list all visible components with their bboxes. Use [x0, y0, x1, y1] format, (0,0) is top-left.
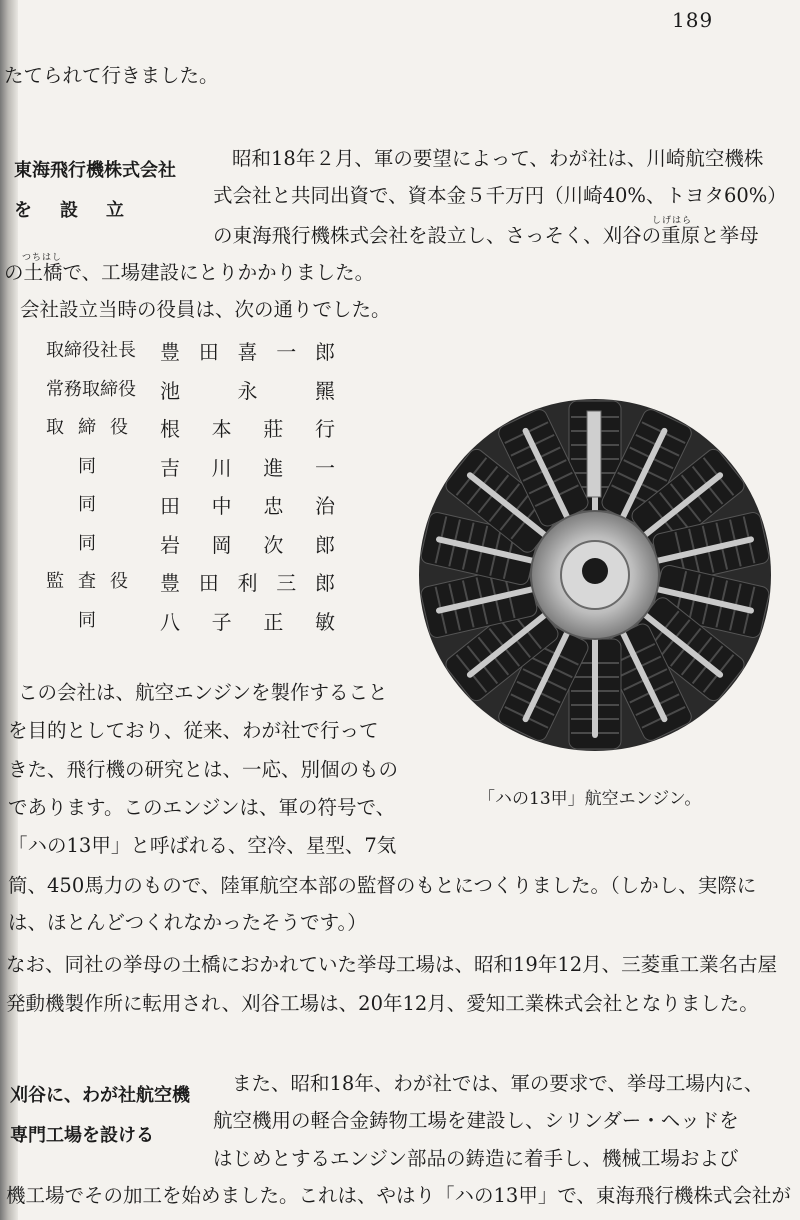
body-line: は、ほとんどつくれなかったそうです。）: [8, 911, 367, 934]
officer-name: 池永羆: [160, 379, 335, 403]
body-line: 筒、450馬力のもので、陸軍航空本部の監督のもとにつくりました。（しかし、実際に: [8, 874, 757, 897]
body-line: はじめとするエンジン部品の鋳造に着手し、機械工場および: [213, 1147, 739, 1170]
body-line: の東海飛行機株式会社を設立し、さっそく、刈谷の重原と挙母: [213, 224, 759, 247]
body-line: きた、飛行機の研究とは、一応、別個のもの: [8, 758, 399, 781]
body-line: 式会社と共同出資で、資本金５千万円（川崎40%、トヨタ60%）: [213, 184, 787, 207]
officer-name: 岩岡次郎: [160, 533, 335, 557]
page-number: 189: [672, 8, 714, 32]
side-heading-kariya-subtitle: 専門工場を設ける: [10, 1125, 154, 1146]
body-line: 会社設立当時の役員は、次の通りでした。: [20, 298, 391, 321]
officer-title: 同: [78, 610, 96, 631]
officer-name: 豊田喜一郎: [160, 340, 335, 364]
side-heading-tokai-subtitle: を設立: [14, 200, 152, 221]
engine-photo: [415, 395, 775, 755]
officer-name: 田中忠治: [160, 494, 335, 518]
officer-name: 根本莊行: [160, 417, 335, 441]
officer-title: 同: [78, 456, 96, 477]
body-line: 「ハの13甲」と呼ばれる、空冷、星型、7気: [8, 834, 397, 857]
officer-title: 常務取締役: [46, 379, 136, 400]
officer-name: 八子正敏: [160, 610, 335, 634]
officer-name: 吉川進一: [160, 456, 335, 480]
body-line: また、昭和18年、わが社では、軍の要求で、挙母工場内に、: [232, 1072, 764, 1095]
ruby-tsuchihashi: つちはし: [22, 253, 63, 263]
officer-title: 取締役社長: [46, 340, 136, 361]
body-line: 昭和18年２月、軍の要望によって、わが社は、川崎航空機株: [232, 147, 764, 170]
engine-top-accessory: [587, 411, 601, 497]
body-line: 発動機製作所に転用され、刈谷工場は、20年12月、愛知工業株式会社となりました。: [6, 992, 759, 1015]
body-line: を目的としており、従来、わが社で行って: [8, 719, 379, 742]
officer-title: 同: [78, 533, 96, 554]
photo-caption: 「ハの13甲」航空エンジン。: [478, 789, 702, 809]
body-line: 航空機用の軽合金鋳物工場を建設し、シリンダー・ヘッドを: [213, 1109, 739, 1132]
side-heading-kariya-title: 刈谷に、わが社航空機: [10, 1085, 190, 1106]
side-heading-tokai-title: 東海飛行機株式会社: [14, 160, 176, 181]
body-line: の土橋で、工場建設にとりかかりました。: [4, 261, 375, 284]
body-line: であります。このエンジンは、軍の符号で、: [8, 796, 396, 819]
officer-title: 取締役: [46, 417, 128, 438]
body-line: たてられて行きました。: [4, 64, 219, 87]
body-line: なお、同社の挙母の土橋におかれていた挙母工場は、昭和19年12月、三菱重工業名古屋: [6, 953, 778, 976]
ruby-shigehara: しげはら: [652, 216, 693, 226]
engine-shaft-hole: [582, 558, 608, 584]
officer-title: 同: [78, 494, 96, 515]
body-line: 機工場でその加工を始めました。これは、やはり「ハの13甲」で、東海飛行機株式会社が: [6, 1184, 791, 1207]
officer-title: 監査役: [46, 571, 128, 592]
body-line: この会社は、航空エンジンを製作すること: [18, 681, 388, 704]
officer-name: 豊田利三郎: [160, 571, 335, 595]
